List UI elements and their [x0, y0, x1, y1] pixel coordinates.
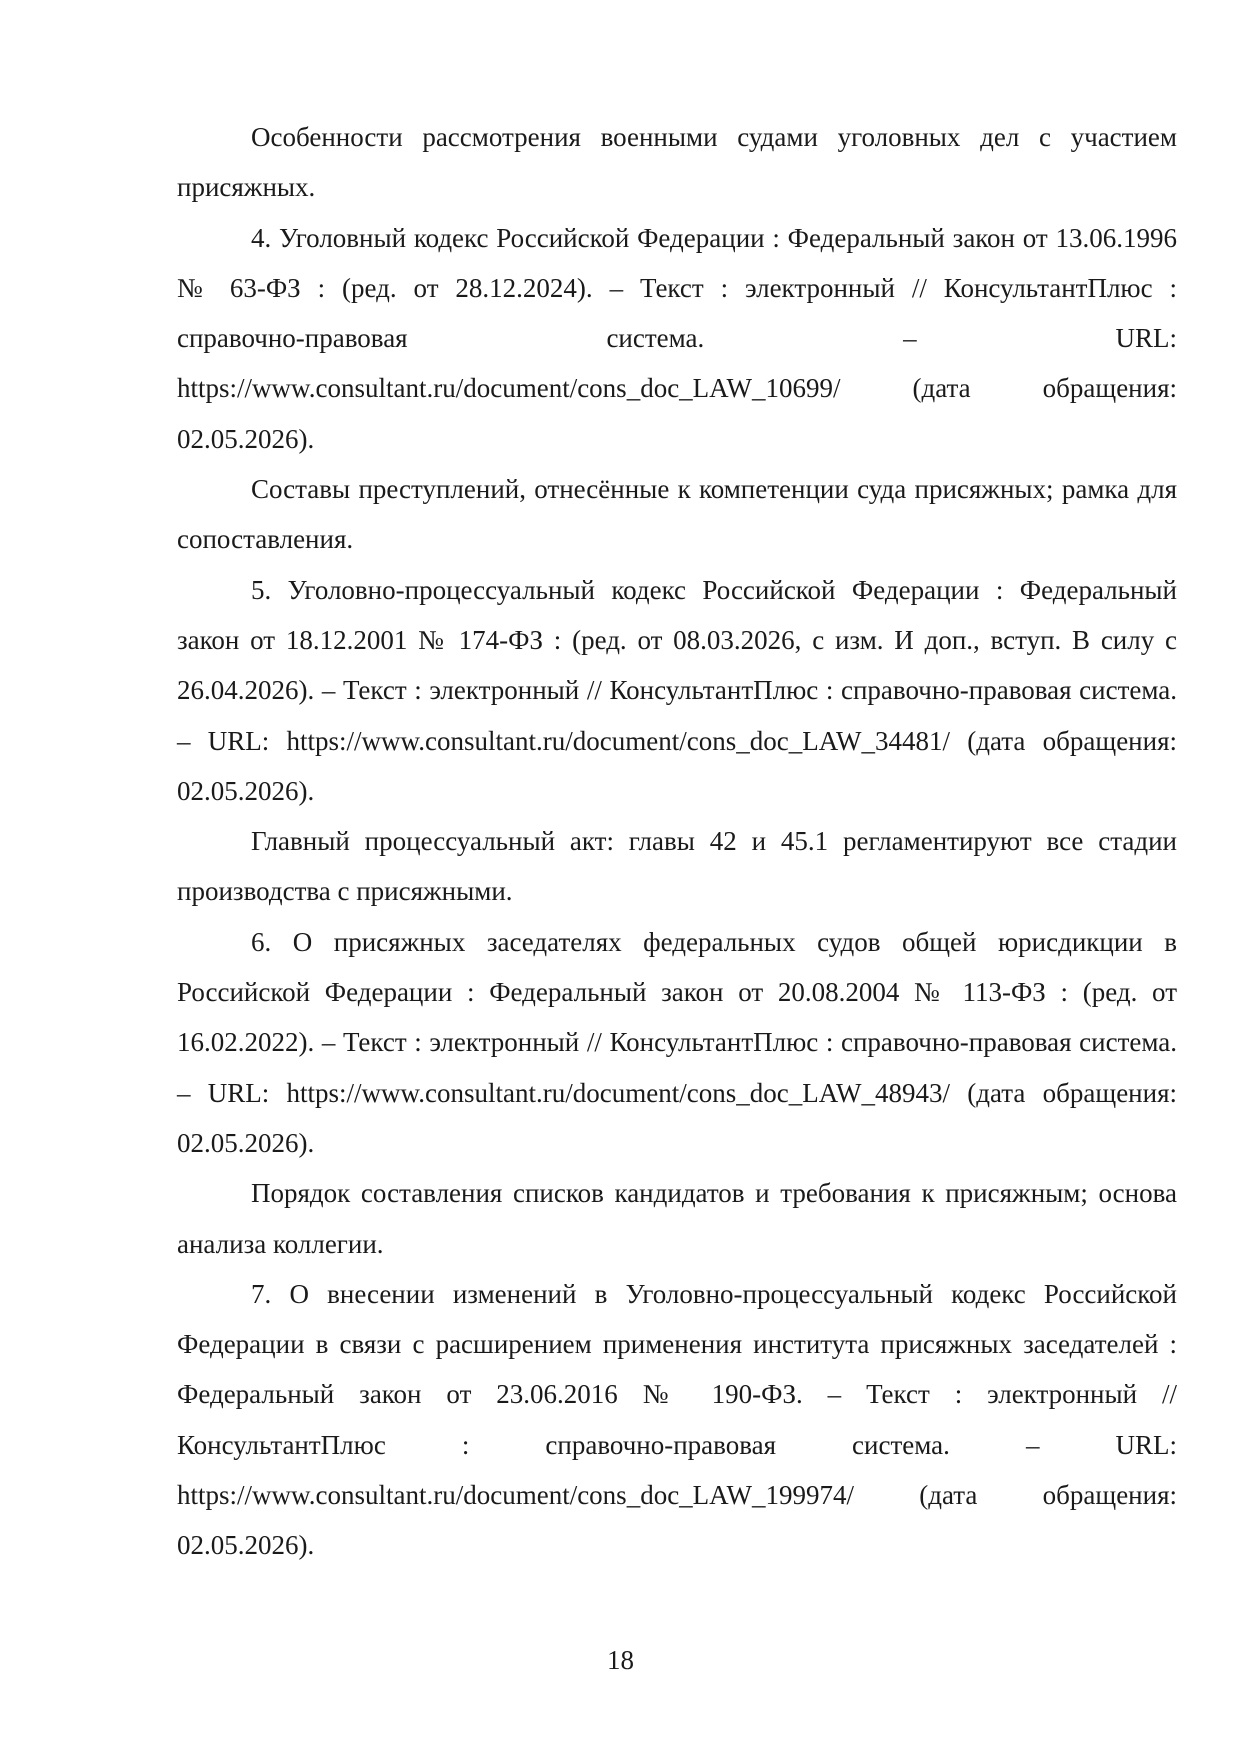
reference-entry-7: 7. О внесении изменений в Уголовно-процессуальный кодекс Российской Федерации в связи с расширением применения института присяжных заседателей : Федеральный закон от 23.06.2016 № 190-ФЗ. – Текст : электронный // КонсультантПлюс : справочно-правовая система. – URL: https://www.consultant.ru/document/cons_doc_LAW_199974/ (дата обращения: 02.05.2026). [177, 1278, 1177, 1561]
page-body [177, 112, 1177, 1571]
annotation-paragraph: Главный процессуальный акт: главы 42 и 45.1 регламентируют все стадии производства с присяжными. [177, 826, 1177, 907]
page-number: 18 [607, 1645, 634, 1675]
reference-entry-5: 5. Уголовно-процессуальный кодекс Российской Федерации : Федеральный закон от 18.12.2001 № 174-ФЗ : (ред. от 08.03.2026, с изм. И доп., вступ. В силу с 26.04.2026). – Текст : электронный // КонсультантПлюс : справочно-правовая система. – URL: https://www.consultant.ru/document/cons_doc_LAW_34481/ (дата обращения: 02.05.2026). [177, 574, 1177, 806]
reference-entry-4: 4. Уголовный кодекс Российской Федерации : Федеральный закон от 13.06.1996 № 63-ФЗ : (ред. от 28.12.2024). – Текст : электронный // КонсультантПлюс : справочно-правовая система. – URL: https://www.consultant.ru/document/cons_doc_LAW_10699/ (дата обращения: 02.05.2026). [177, 222, 1177, 454]
reference-entry-6: 6. О присяжных заседателях федеральных судов общей юрисдикции в Российской Федерации : Федеральный закон от 20.08.2004 № 113-ФЗ : (ред. от 16.02.2022). – Текст : электронный // КонсультантПлюс : справочно-правовая система. – URL: https://www.consultant.ru/document/cons_doc_LAW_48943/ (дата обращения: 02.05.2026). [177, 926, 1177, 1158]
annotation-paragraph: Особенности рассмотрения военными судами уголовных дел с участием присяжных. [177, 122, 1177, 203]
annotation-paragraph: Составы преступлений, отнесённые к компетенции суда присяжных; рамка для сопоставления. [177, 474, 1177, 555]
annotation-paragraph: Порядок составления списков кандидатов и требования к присяжным; основа анализа коллегии. [177, 1178, 1177, 1259]
